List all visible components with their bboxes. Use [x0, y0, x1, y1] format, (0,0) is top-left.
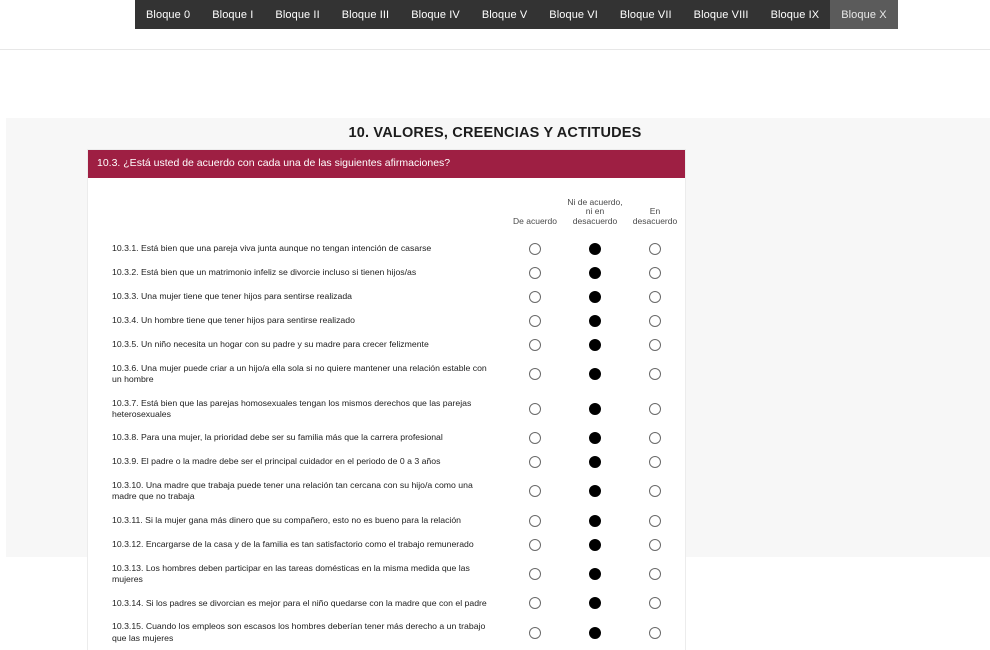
radio-button-icon[interactable]: [529, 515, 541, 527]
radio-cell[interactable]: [505, 333, 565, 357]
radio-button-icon[interactable]: [529, 368, 541, 380]
radio-cell[interactable]: [505, 261, 565, 285]
radio-cell[interactable]: [565, 261, 625, 285]
radio-cell[interactable]: [565, 285, 625, 309]
radio-button-icon[interactable]: [589, 243, 601, 255]
radio-button-icon[interactable]: [649, 432, 661, 444]
radio-cell[interactable]: [505, 426, 565, 450]
radio-cell[interactable]: [505, 509, 565, 533]
radio-cell[interactable]: [505, 533, 565, 557]
table-row: [88, 309, 685, 333]
radio-cell[interactable]: [565, 333, 625, 357]
radio-button-icon[interactable]: [529, 291, 541, 303]
radio-cell[interactable]: [505, 285, 565, 309]
radio-button-icon[interactable]: [529, 568, 541, 580]
question-label: 10.3.8. Para una mujer, la prioridad debe ser su familia más que la carrera profesional: [112, 432, 443, 443]
question-label: 10.3.13. Los hombres deben participar en las tareas domésticas en la misma medida que las mujeres: [112, 562, 470, 585]
question-body: [88, 178, 685, 650]
radio-cell[interactable]: [625, 426, 685, 450]
radio-button-icon[interactable]: [649, 339, 661, 351]
table-row: [88, 557, 685, 592]
table-row: [88, 285, 685, 309]
question-label: 10.3.1. Está bien que una pareja viva junta aunque no tengan intención de casarse: [112, 243, 432, 254]
radio-cell[interactable]: [505, 615, 565, 650]
radio-button-icon[interactable]: [589, 403, 601, 415]
table-row: [88, 237, 685, 261]
radio-cell[interactable]: [625, 392, 685, 427]
column-header-agree: De acuerdo: [513, 216, 557, 227]
matrix-corner: [88, 178, 505, 237]
radio-cell[interactable]: [565, 509, 625, 533]
radio-cell[interactable]: [625, 261, 685, 285]
radio-cell[interactable]: [505, 591, 565, 615]
question-label: 10.3.10. Una madre que trabaja puede tener una relación tan cercana con su hijo/a como una madre que no trabaja: [112, 480, 473, 502]
radio-cell[interactable]: [625, 333, 685, 357]
table-row: [88, 509, 685, 533]
radio-button-icon[interactable]: [529, 403, 541, 415]
radio-cell[interactable]: [565, 474, 625, 509]
page-gap: [0, 50, 990, 118]
radio-cell[interactable]: [565, 237, 625, 261]
radio-button-icon[interactable]: [649, 243, 661, 255]
nav-item-8[interactable]: Bloque VIII: [683, 0, 760, 29]
radio-button-icon[interactable]: [649, 568, 661, 580]
table-row: [88, 333, 685, 357]
radio-cell[interactable]: [625, 309, 685, 333]
nav-underline: [0, 29, 990, 50]
radio-button-icon[interactable]: [649, 291, 661, 303]
radio-cell[interactable]: [625, 615, 685, 650]
radio-button-icon[interactable]: [529, 539, 541, 551]
nav-item-3[interactable]: Bloque III: [331, 0, 400, 29]
radio-button-icon[interactable]: [649, 597, 661, 609]
radio-button-icon[interactable]: [589, 291, 601, 303]
table-row: [88, 392, 685, 427]
radio-button-icon[interactable]: [649, 267, 661, 279]
nav-item-10[interactable]: Bloque X: [830, 0, 897, 29]
nav-item-0[interactable]: Bloque 0: [135, 0, 201, 29]
radio-cell[interactable]: [565, 450, 625, 474]
radio-button-icon[interactable]: [649, 368, 661, 380]
radio-cell[interactable]: [505, 357, 565, 392]
table-row: [88, 615, 685, 650]
radio-button-icon[interactable]: [589, 432, 601, 444]
radio-button-icon[interactable]: [589, 485, 601, 497]
radio-cell[interactable]: [565, 591, 625, 615]
column-header-disagree: En desacuerdo: [632, 206, 678, 227]
column-header-neutral: Ni de acuerdo, ni en desacuerdo: [567, 196, 623, 227]
radio-cell[interactable]: [505, 557, 565, 592]
radio-cell[interactable]: [565, 426, 625, 450]
top-nav-strip: [0, 0, 990, 29]
content-left-margin: [0, 118, 6, 557]
answer-matrix: [88, 178, 685, 650]
radio-cell[interactable]: [565, 615, 625, 650]
matrix-header-row: [88, 178, 685, 237]
radio-button-icon[interactable]: [649, 627, 661, 639]
table-row: [88, 591, 685, 615]
radio-cell[interactable]: [505, 450, 565, 474]
radio-button-icon[interactable]: [529, 243, 541, 255]
radio-cell[interactable]: [565, 309, 625, 333]
question-label: 10.3.15. Cuando los empleos son escasos los hombres deberían tener más derecho a un trabajo que las mujeres: [112, 621, 486, 643]
nav-item-7[interactable]: Bloque VII: [609, 0, 683, 29]
radio-cell[interactable]: [625, 357, 685, 392]
radio-button-icon[interactable]: [529, 597, 541, 609]
radio-button-icon[interactable]: [589, 627, 601, 639]
question-label: 10.3.4. Un hombre tiene que tener hijos para sentirse realizado: [112, 315, 355, 326]
nav-item-1[interactable]: Bloque I: [201, 0, 264, 29]
radio-button-icon[interactable]: [589, 539, 601, 551]
radio-button-icon[interactable]: [589, 597, 601, 609]
table-row: [88, 474, 685, 509]
radio-button-icon[interactable]: [529, 432, 541, 444]
radio-cell[interactable]: [565, 357, 625, 392]
radio-cell[interactable]: [505, 392, 565, 427]
radio-button-icon[interactable]: [529, 485, 541, 497]
radio-cell[interactable]: [625, 474, 685, 509]
radio-button-icon[interactable]: [589, 267, 601, 279]
radio-button-icon[interactable]: [649, 315, 661, 327]
radio-cell[interactable]: [625, 237, 685, 261]
question-label: 10.3.11. Si la mujer gana más dinero que su compañero, esto no es bueno para la relación: [112, 515, 462, 526]
table-row: [88, 357, 685, 392]
radio-button-icon[interactable]: [529, 267, 541, 279]
table-row: [88, 450, 685, 474]
table-row: [88, 533, 685, 557]
question-label: 10.3.12. Encargarse de la casa y de la familia es tan satisfactorio como el trabajo remunerado: [112, 539, 474, 550]
question-label: 10.3.2. Está bien que un matrimonio infeliz se divorcie incluso si tienen hijos/as: [112, 267, 417, 278]
radio-cell[interactable]: [505, 309, 565, 333]
question-header: 10.3. ¿Está usted de acuerdo con cada una de las siguientes afirmaciones?: [88, 150, 685, 178]
question-label: 10.3.9. El padre o la madre debe ser el principal cuidador en el periodo de 0 a 3 años: [112, 456, 441, 467]
radio-button-icon[interactable]: [649, 403, 661, 415]
question-label: 10.3.7. Está bien que las parejas homosexuales tengan los mismos derechos que las parejas heterosexuales: [112, 397, 472, 419]
radio-button-icon[interactable]: [649, 515, 661, 527]
nav-item-5[interactable]: Bloque V: [471, 0, 538, 29]
question-label: 10.3.14. Si los padres se divorcian es mejor para el niño quedarse con la madre que con el padre: [112, 597, 487, 608]
radio-button-icon[interactable]: [649, 456, 661, 468]
radio-button-icon[interactable]: [589, 568, 601, 580]
radio-button-icon[interactable]: [589, 456, 601, 468]
radio-cell[interactable]: [625, 509, 685, 533]
table-row: [88, 261, 685, 285]
radio-cell[interactable]: [625, 557, 685, 592]
question-card: [88, 150, 685, 650]
block-nav: [135, 0, 898, 29]
radio-cell[interactable]: [625, 533, 685, 557]
question-label: 10.3.3. Una mujer tiene que tener hijos para sentirse realizada: [112, 291, 353, 302]
radio-cell[interactable]: [565, 533, 625, 557]
question-label: 10.3.6. Una mujer puede criar a un hijo/a ella sola si no quiere mantener una relación estable con un hombre: [112, 362, 487, 385]
nav-item-6[interactable]: Bloque VI: [538, 0, 609, 29]
radio-cell[interactable]: [565, 557, 625, 592]
radio-button-icon[interactable]: [529, 339, 541, 351]
radio-button-icon[interactable]: [649, 539, 661, 551]
table-row: [88, 426, 685, 450]
radio-button-icon[interactable]: [589, 515, 601, 527]
nav-item-2[interactable]: Bloque II: [264, 0, 330, 29]
radio-button-icon[interactable]: [529, 315, 541, 327]
radio-cell[interactable]: [505, 474, 565, 509]
radio-button-icon[interactable]: [529, 627, 541, 639]
radio-button-icon[interactable]: [529, 456, 541, 468]
radio-cell[interactable]: [625, 450, 685, 474]
content-area: [0, 118, 990, 643]
radio-cell[interactable]: [505, 237, 565, 261]
radio-cell[interactable]: [625, 591, 685, 615]
nav-item-4[interactable]: Bloque IV: [400, 0, 471, 29]
radio-cell[interactable]: [565, 392, 625, 427]
radio-button-icon[interactable]: [589, 339, 601, 351]
radio-button-icon[interactable]: [649, 485, 661, 497]
question-label: 10.3.5. Un niño necesita un hogar con su padre y su madre para crecer felizmente: [112, 339, 429, 350]
radio-button-icon[interactable]: [589, 368, 601, 380]
nav-item-9[interactable]: Bloque IX: [760, 0, 831, 29]
page-title: 10. VALORES, CREENCIAS Y ACTITUDES: [348, 125, 642, 141]
radio-cell[interactable]: [625, 285, 685, 309]
radio-button-icon[interactable]: [589, 315, 601, 327]
